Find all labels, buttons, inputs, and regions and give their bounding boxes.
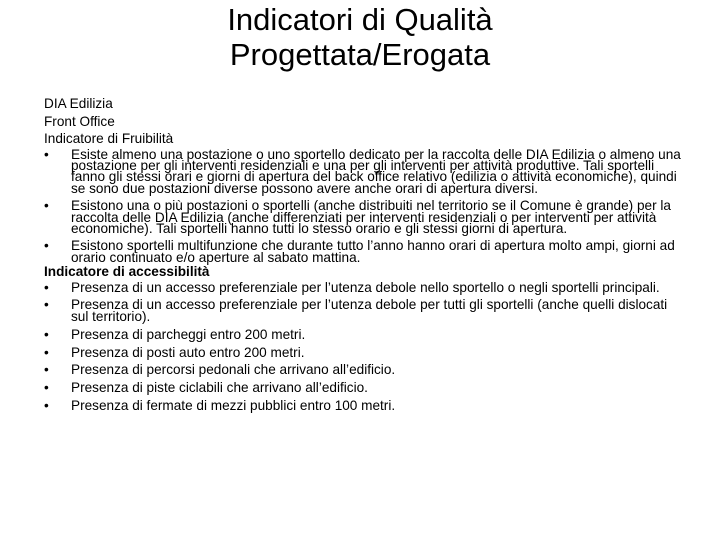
list-item [44,397,684,413]
slide-body [44,95,684,411]
accessibilita-list [44,279,684,413]
list-item-text: Presenza di percorsi pedonali che arrivano all’edificio. [71,362,396,378]
list-item [44,200,684,234]
list-item [44,146,684,196]
list-item-text: Presenza di un accesso preferenziale per l’utenza debole nello sportello o negli sportelli principali. [71,279,660,295]
list-item-text: Presenza di parcheggi entro 200 metri. [71,326,306,342]
list-item [44,279,684,295]
accessibilita-heading: Indicatore di accessibilità [44,264,210,280]
bullet-icon: • [44,279,49,295]
bullet-icon: • [44,344,49,360]
list-item-text: Esiste almeno una postazione o uno sportello dedicato per la raccolta delle DIA Edilizia o almeno una postazione per gli interventi residenziali e una per gli interventi per attività produttive. Tali sportelli fanno gli stessi orari e giorni di apertura del back office relativo (edilizia o attività economiche), quindi se sono due postazioni diverse possono avere anche orari di apertura diversi. [71,146,681,196]
area-heading: DIA Edilizia [44,96,113,111]
bullet-icon: • [44,362,49,378]
list-item [44,299,684,322]
bullet-icon: • [44,297,49,313]
fruibilita-list [44,146,684,265]
bullet-icon: • [44,397,49,413]
page-title [150,2,570,72]
list-item [44,326,684,342]
list-item-text: Presenza di posti auto entro 200 metri. [71,344,305,360]
bullet-icon: • [44,238,49,254]
title-line-2: Progettata/Erogata [229,37,491,72]
list-item-text: Presenza di piste ciclabili che arrivano all’edificio. [71,380,368,396]
bullet-icon: • [44,198,49,214]
list-item [44,344,684,360]
office-heading: Front Office [44,113,115,129]
list-item-text: Presenza di un accesso preferenziale per l’utenza debole per tutti gli sportelli (anche quelli dislocati sul territorio). [71,297,668,324]
fruibilita-heading: Indicatore di Fruibilità [44,131,174,146]
list-item [44,382,684,394]
title-line-1: Indicatori di Qualità [227,2,493,37]
bullet-icon: • [44,326,49,342]
list-item-text: Presenza di fermate di mezzi pubblici entro 100 metri. [71,397,396,413]
bullet-icon: • [44,146,49,162]
list-item-text: Esistono sportelli multifunzione che durante tutto l’anno hanno orari di apertura molto ampi, giorni ad orario continuato e/o aperture al sabato mattina. [71,238,675,265]
bullet-icon: • [44,380,49,396]
list-item [44,364,684,376]
list-item-text: Esistono una o più postazioni o sportelli (anche distribuiti nel territorio se il Comune è grande) per la raccolta delle DIA Edilizia (anche differenziati per interventi residenziali o per interventi per attività economiche). Tali sportelli hanno tutti lo stesso orario e gli stessi giorni di apertura. [71,198,671,236]
list-item [44,240,684,263]
